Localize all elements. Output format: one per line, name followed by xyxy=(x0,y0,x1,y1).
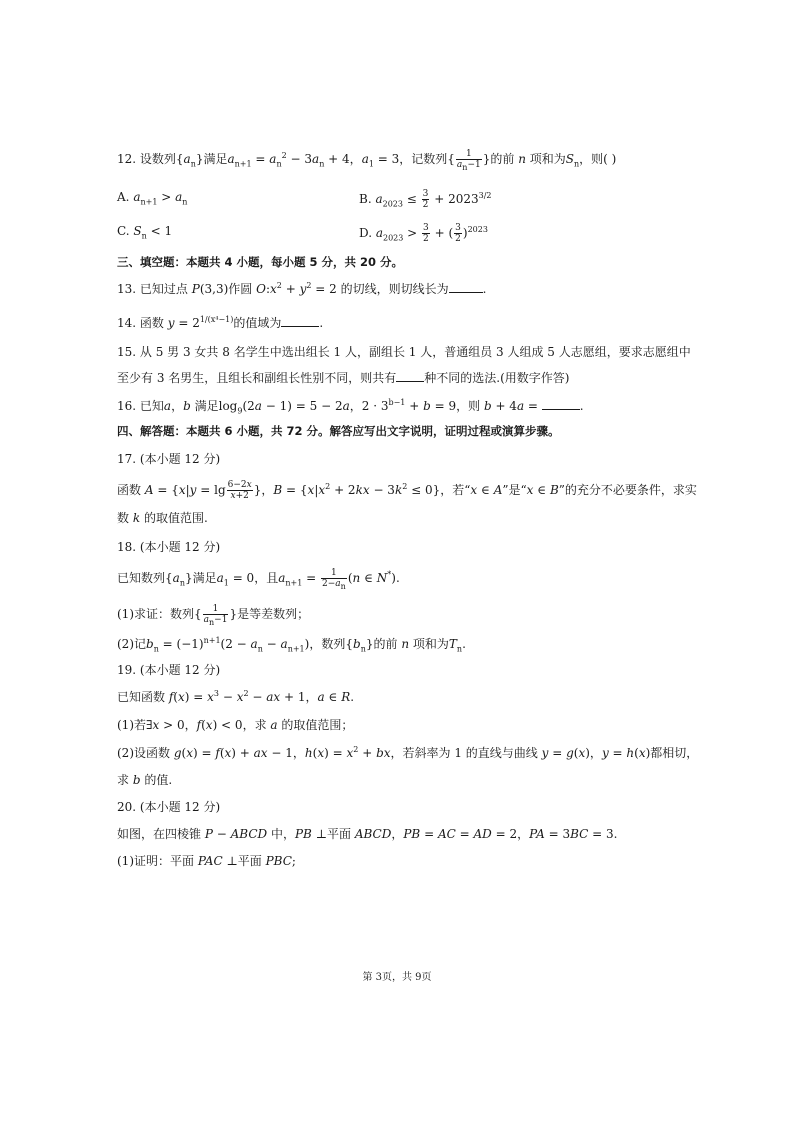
text: 的前 xyxy=(373,637,398,651)
q19-part1: (1)若∃x > 0，f(x) < 0，求 a 的取值范围； xyxy=(117,718,354,732)
q19-header: 19. (本小题 12 分) xyxy=(117,663,221,677)
q18-header: 18. (本小题 12 分) xyxy=(117,540,221,554)
text: 满足 xyxy=(192,571,217,585)
text: . xyxy=(579,399,584,413)
text: 的取值范围. xyxy=(143,511,208,525)
text: ， xyxy=(305,690,318,704)
q12-option-b[interactable]: B. $a_{2023}$ ≤ $\frac{3}{2}$ + $2023^{3/2}$ xyxy=(359,189,492,210)
section-heading-fill-in: 三、填空题：本题共 4 小题，每小题 5 分，共 20 分。 xyxy=(117,255,404,269)
answer-blank[interactable] xyxy=(281,314,319,327)
text: 的切线，则切线长为 xyxy=(340,282,449,296)
q16: 16. 已知a，b 满足$\log_9(2a - 1) = 5 - 2a$，$2 \cdot 3^{b-1} + b = 9$，则 b + 4a = . xyxy=(117,398,584,416)
option-label: B. xyxy=(359,192,372,206)
section-heading-solutions: 四、解答题：本题共 6 小题，共 72 分。解答应写出文字说明，证明过程或演算步骤。 xyxy=(117,424,560,438)
answer-blank[interactable] xyxy=(449,280,483,293)
text: 中， xyxy=(270,827,295,841)
text: 14. 函数 xyxy=(117,316,164,330)
text: 已知函数 xyxy=(117,690,166,704)
text: 求 xyxy=(117,773,130,787)
text: ，若斜率为 1 的直线与曲线 xyxy=(390,746,538,760)
q12-option-d[interactable]: D. $a_{2023}$ > $\frac{3}{2}$ + ( $\frac{3}{2}$ )$^{2023}$ xyxy=(359,223,488,244)
text: 满足 xyxy=(194,399,219,413)
text: 函数 xyxy=(117,483,142,497)
text: ”的充分不必要条件，求实 xyxy=(558,483,697,497)
option-label: D. xyxy=(359,226,373,240)
option-label: A. xyxy=(117,190,130,204)
text: ， xyxy=(349,152,362,166)
text: 如图，在四棱锥 xyxy=(117,827,202,841)
text: 数 xyxy=(117,511,130,525)
q12-stem: 12. 设数列$\{a_n\}$满足$a_{n+1} = a_n^2 - 3a_n + 4$，$a_1 = 3$，记数列{ $\frac{1}{a_n-1}$ }的前 n 项和为$S_n$，则( ) xyxy=(117,149,617,172)
text: . xyxy=(613,827,618,841)
text: 项和为 xyxy=(412,637,449,651)
text: 平面 xyxy=(237,854,262,868)
q17-header: 17. (本小题 12 分) xyxy=(117,452,221,466)
text: ，则 xyxy=(456,399,481,413)
q20-stem: 如图，在四棱锥 P − ABCD 中，PB ⊥平面 ABCD，PB = AC = AD = 2，PA = 3BC = 3. xyxy=(117,827,618,841)
text: (1)求证：数列 xyxy=(117,607,194,621)
q18-part1: (1)求证：数列{ $\frac{1}{a_n-1}$ }是等差数列； xyxy=(117,604,310,627)
q19-part2: (2)设函数 g(x) = f(x) + ax − 1，$h(x) = x^2$ + bx，若斜率为 1 的直线与曲线 y = g(x)，y = h(x)都相切， xyxy=(117,745,699,760)
text: ，求 xyxy=(242,718,267,732)
text: . xyxy=(350,690,355,704)
text: 项和为 xyxy=(529,152,566,166)
q18-stem: 已知数列$\{a_n\}$满足$a_1 = 0$，且$a_{n+1}$ = $\frac{1}{2-a_n}$ (n ∈ N*). xyxy=(117,568,400,591)
text: ，且 xyxy=(254,571,279,585)
text: 已知数列 xyxy=(117,571,166,585)
text: 16. 已知 xyxy=(117,399,164,413)
text: ，若“ xyxy=(440,483,471,497)
q17-line2: 数 k 的取值范围. xyxy=(117,511,208,525)
q14: 14. 函数 $y = 2^{1/(x^4-1)}$的值域为 . xyxy=(117,315,324,330)
text: 种不同的选法.(用数字作答) xyxy=(424,371,570,385)
option-label: C. xyxy=(117,224,130,238)
text: 的取值范围； xyxy=(281,718,354,732)
q19-stem: 已知函数 $f(x) = x^3 - x^2$ − ax + 1，a ∈ R. xyxy=(117,689,355,704)
text: 是等差数列； xyxy=(237,607,310,621)
text: 至少有 3 名男生，且组长和副组长性别不同，则共有 xyxy=(117,371,397,385)
answer-blank[interactable] xyxy=(542,397,580,410)
text: ”是“ xyxy=(502,483,527,497)
text: . xyxy=(462,637,466,651)
text: 作圆 xyxy=(228,282,253,296)
text: ， xyxy=(349,399,362,413)
q15-line2 xyxy=(117,369,569,386)
text: . xyxy=(482,282,487,296)
q19-part2-cont: 求 b 的值. xyxy=(117,773,173,787)
text: (2)设函数 xyxy=(117,746,170,760)
text: 12. 设数列{ xyxy=(117,152,184,166)
text: ， xyxy=(184,718,197,732)
text: ， xyxy=(589,746,602,760)
text: ， xyxy=(292,746,305,760)
text: ， xyxy=(261,483,274,497)
text: (2)记 xyxy=(117,637,146,651)
text: 都相切， xyxy=(650,746,699,760)
q12-option-c[interactable]: C. $S_n < 1$ xyxy=(117,224,173,241)
text: }满足 xyxy=(195,152,228,166)
q12-option-a[interactable]: A. $a_{n+1} > a_n$ xyxy=(117,190,188,207)
text: ，记数列{ xyxy=(399,152,455,166)
q15-line1: 15. 从 5 男 3 女共 8 名学生中选出组长 1 人，副组长 1 人，普通组员 3 人组成 5 人志愿组，要求志愿组中 xyxy=(117,345,691,359)
q13: 13. 已知过点 P(3,3)作圆 $O:x^2 + y^2 = 2$ 的切线，则切线长为 . xyxy=(117,281,487,296)
text: ; xyxy=(291,854,296,868)
text: ，则( ) xyxy=(579,152,617,166)
text: 平面 xyxy=(326,827,351,841)
q20-part1: (1)证明：平面 PAC ⊥平面 PBC; xyxy=(117,854,296,868)
text: ，数列 xyxy=(309,637,346,651)
answer-blank[interactable] xyxy=(396,369,424,382)
q20-header: 20. (本小题 12 分) xyxy=(117,800,221,814)
text: . xyxy=(395,571,400,585)
text: 的值域为 xyxy=(233,316,282,330)
q18-part2: (2)记$b_n = (-1)^{n+1}(2 - a_n - a_{n+1})$，数列$\{b_n\}$的前 n 项和为$T_n$. xyxy=(117,636,466,654)
text: (1)若 xyxy=(117,718,146,732)
text: (1)证明：平面 xyxy=(117,854,194,868)
text: 13. 已知过点 xyxy=(117,282,188,296)
text: ， xyxy=(391,827,404,841)
text: . xyxy=(319,316,324,330)
q17-line1: 函数 A = {x|y = lg $\frac{6-2x}{x+2}$ }，$B = \{x|x^2 + 2kx - 3k^2 \le 0\}$，若“x ∈ A”是“x ∈ B”的充分不必要条件，求实 xyxy=(117,480,697,501)
text: 的值. xyxy=(144,773,173,787)
page-footer: 第 3页，共 9页 xyxy=(362,972,432,983)
text: }的前 xyxy=(482,152,515,166)
